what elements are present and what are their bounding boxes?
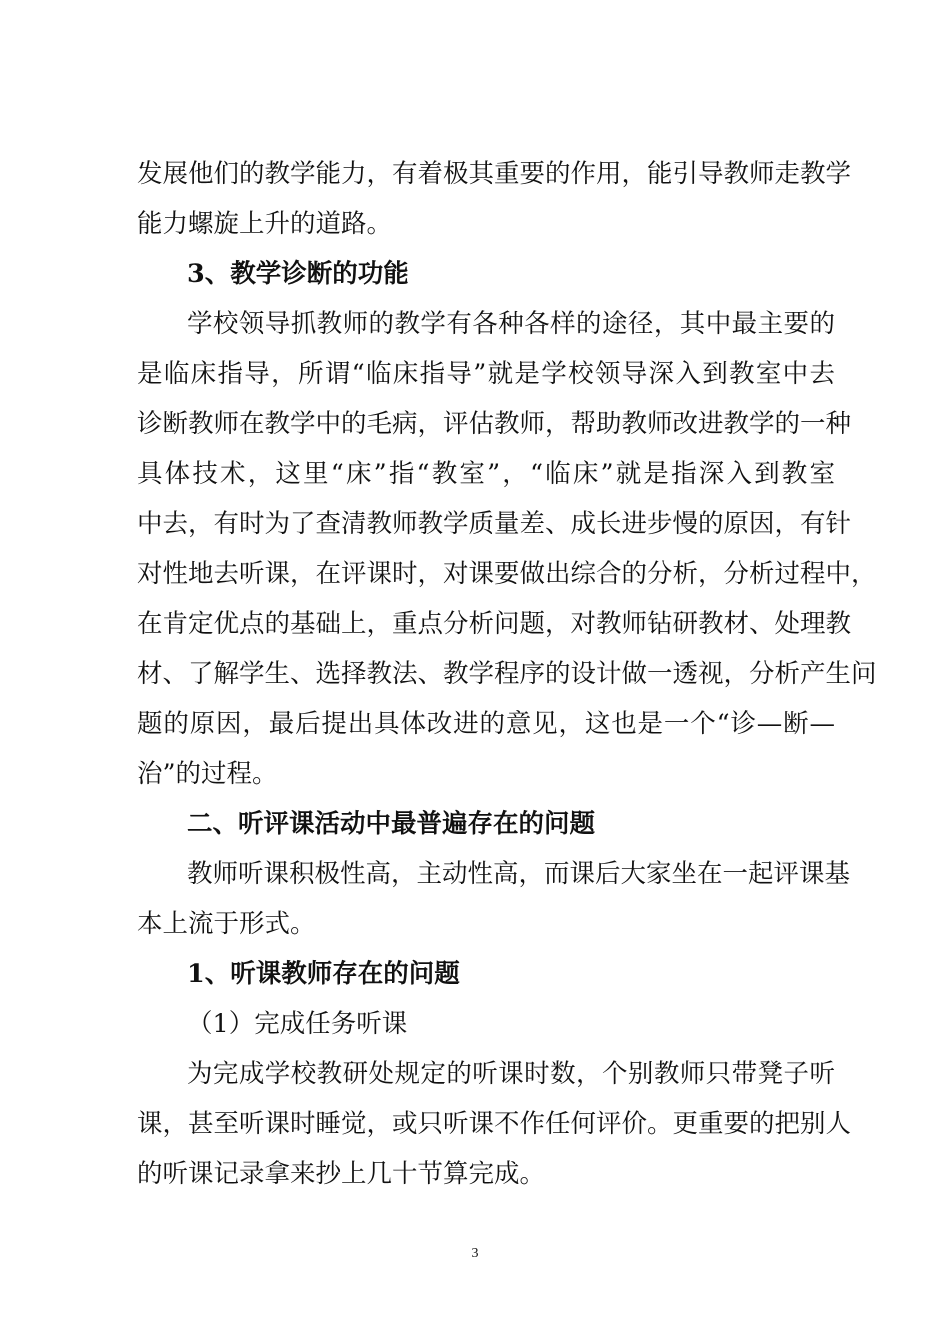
subsection-heading: （1）完成任务听课 <box>187 1009 408 1039</box>
paragraph-line: 学校领导抓教师的教学有各种各样的途径，其中最主要的 <box>187 309 835 339</box>
paragraph-line: 材、了解学生、选择教法、教学程序的设计做一透视，分析产生问 <box>137 659 877 689</box>
paragraph-line: 具体技术，这里“床”指“教室”，“临床”就是指深入到教室 <box>137 459 835 489</box>
paragraph-line: 在肯定优点的基础上，重点分析问题，对教师钻研教材、处理教 <box>137 609 852 639</box>
paragraph-line: 的听课记录拿来抄上几十节算完成。 <box>137 1159 546 1189</box>
paragraph-line: 能力螺旋上升的道路。 <box>137 209 393 239</box>
paragraph-line: 对性地去听课，在评课时，对课要做出综合的分析，分析过程中， <box>137 559 877 589</box>
paragraph-line: 题的原因，最后提出具体改进的意见，这也是一个“诊—断— <box>137 709 835 739</box>
paragraph-line: 教师听课积极性高，主动性高，而课后大家坐在一起评课基 <box>187 859 851 889</box>
section-heading: 3、教学诊断的功能 <box>187 259 409 289</box>
paragraph-line: 诊断教师在教学中的毛病，评估教师，帮助教师改进教学的一种 <box>137 409 852 439</box>
paragraph-line: 是临床指导，所谓“临床指导”就是学校领导深入到教室中去 <box>137 359 835 389</box>
paragraph-line: 为完成学校教研处规定的听课时数，个别教师只带凳子听 <box>187 1059 835 1089</box>
paragraph-line: 中去，有时为了查清教师教学质量差、成长进步慢的原因，有针 <box>137 509 852 539</box>
paragraph-line: 课，甚至听课时睡觉，或只听课不作任何评价。更重要的把别人 <box>137 1109 852 1139</box>
section-heading: 二、听评课活动中最普遍存在的问题 <box>187 809 596 839</box>
section-heading: 1、听课教师存在的问题 <box>187 959 460 989</box>
paragraph-line: 治”的过程。 <box>137 759 278 789</box>
paragraph-line: 本上流于形式。 <box>137 909 316 939</box>
page-number: 3 <box>471 1246 479 1261</box>
paragraph-line: 发展他们的教学能力，有着极其重要的作用，能引导教师走教学 <box>137 159 852 189</box>
